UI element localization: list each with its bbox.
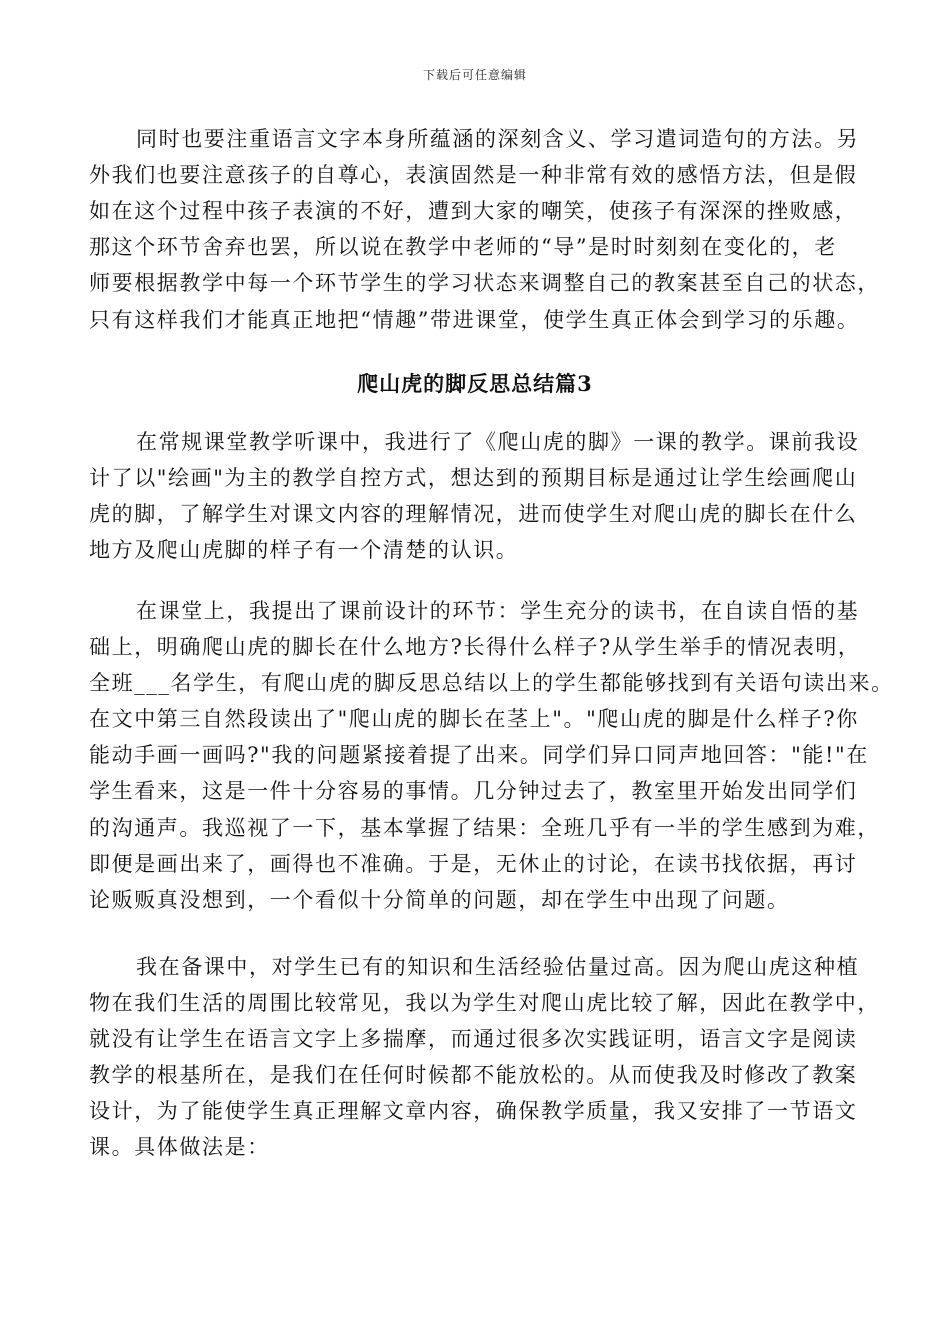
text-line: 师要根据教学中每一个环节学生的学习状态来调整自己的教案甚至自己的状态， (89, 271, 880, 295)
text-line: 地方及爬山虎脚的样子有一个清楚的认识。 (89, 538, 519, 562)
text-line: 那这个环节舍弃也罢，所以说在教学中老师的“导”是时时刻刻在变化的，老 (89, 235, 837, 259)
text-line: 的沟通声。我巡视了一下，基本掌握了结果：全班几乎有一半的学生感到为难， (89, 816, 880, 840)
text-line: 就没有让学生在语言文字上多揣摩，而通过很多次实践证明，语言文字是阅读 (89, 1027, 858, 1051)
text-line: 能动手画一画吗?"我的问题紧接着提了出来。同学们异口同声地回答："能!"在 (89, 743, 869, 767)
text-line: 础上，明确爬山虎的脚长在什么地方?长得什么样子?从学生举手的情况表明， (89, 635, 861, 659)
page-header: 下载后可任意编辑 (422, 68, 527, 82)
text-line: 教学的根基所在，是我们在任何时候都不能放松的。从而使我及时修改了教案 (89, 1063, 858, 1087)
text-line: 设计，为了能使学生真正理解文章内容，确保教学质量，我又安排了一节语文 (89, 1099, 858, 1123)
text-line: 我在备课中，对学生已有的知识和生活经验估量过高。因为爬山虎这种植 (136, 955, 860, 979)
text-line: 只有这样我们才能真正地把“情趣”带进课堂，使学生真正体会到学习的乐趣。 (89, 308, 860, 332)
text-line: 学生看来，这是一件十分容易的事情。几分钟过去了，教室里开始发出同学们 (89, 779, 858, 803)
text-line: 全班___名学生，有爬山虎的脚反思总结以上的学生都能够找到有关语句读出来。 (89, 671, 894, 695)
text-line: 外我们也要注意孩子的自尊心，表演固然是一种非常有效的感悟方法，但是假 (89, 163, 858, 187)
text-line: 在常规课堂教学听课中，我进行了《爬山虎的脚》一课的教学。课前我设 (136, 430, 860, 454)
text-line: 计了以"绘画"为主的教学自控方式，想达到的预期目标是通过让学生绘画爬山 (89, 466, 858, 490)
text-line: 物在我们生活的周围比较常见，我以为学生对爬山虎比较了解，因此在教学中， (89, 991, 880, 1015)
text-line: 在文中第三自然段读出了"爬山虎的脚长在茎上"。"爬山虎的脚是什么样子?你 (89, 707, 859, 731)
text-line: 论贩贩真没想到，一个看似十分简单的问题，却在学生中出现了问题。 (89, 888, 790, 912)
text-line: 即便是画出来了，画得也不准确。于是，无休止的讨论，在读书找依据，再讨 (89, 852, 858, 876)
text-line: 虎的脚，了解学生对课文内容的理解情况，进而使学生对爬山虎的脚长在什么 (89, 502, 858, 526)
text-line: 同时也要注重语言文字本身所蕴涵的深刻含义、学习遣词造句的方法。另 (136, 127, 860, 151)
text-line: 在课堂上，我提出了课前设计的环节：学生充分的读书，在自读自悟的基 (136, 599, 860, 623)
text-line: 如在这个过程中孩子表演的不好，遭到大家的嘲笑，使孩子有深深的挫败感， (89, 199, 858, 223)
section-heading: 爬山虎的脚反思总结篇3 (357, 371, 593, 396)
text-line: 课。具体做法是： (89, 1135, 270, 1159)
